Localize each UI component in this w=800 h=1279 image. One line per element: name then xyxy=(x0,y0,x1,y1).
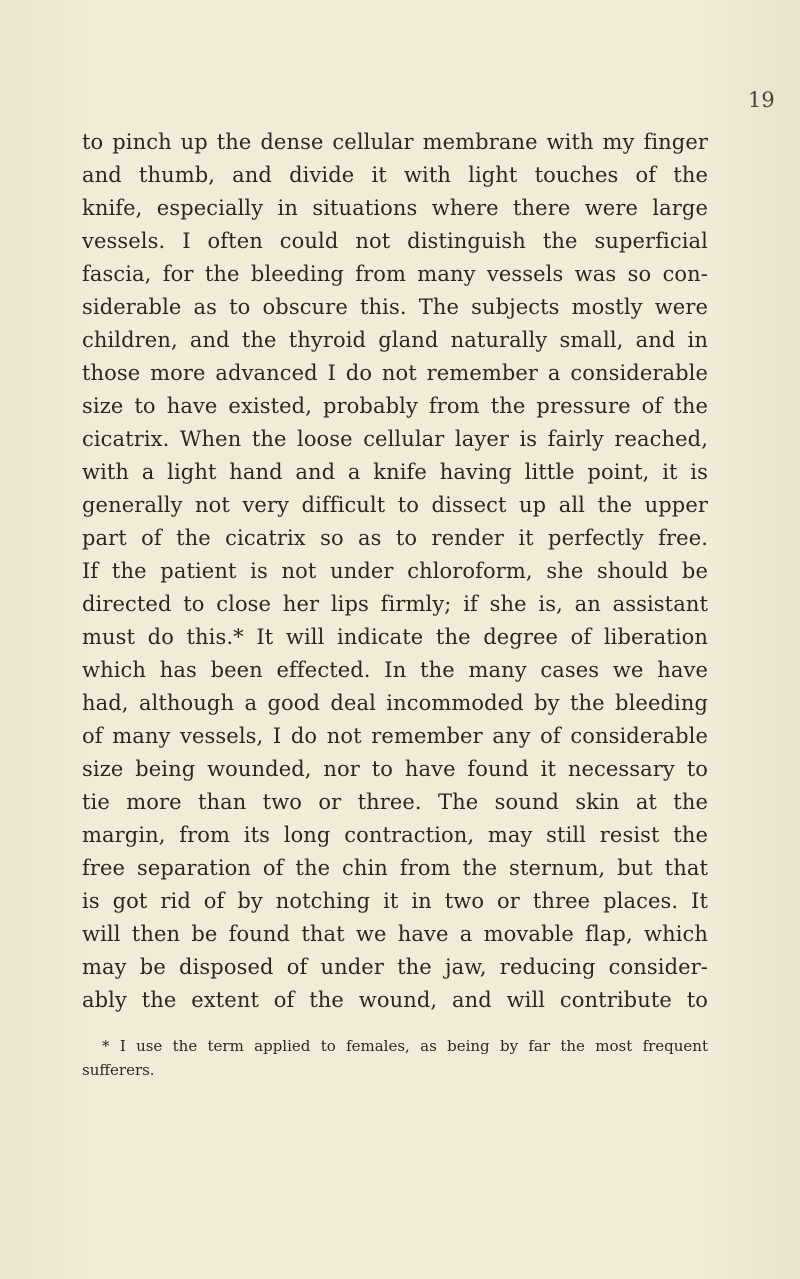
text-line: free separation of the chin from the sternum, but that xyxy=(82,856,708,880)
text-line: size to have existed, probably from the pressure of the xyxy=(82,394,708,418)
text-line: knife, especially in situations where there were large xyxy=(82,196,708,220)
text-line: ably the extent of the wound, and will contribute to xyxy=(82,988,708,1012)
text-line: which has been effected. In the many cases we have xyxy=(82,658,708,682)
footnote-line: sufferers. xyxy=(82,1061,155,1079)
text-line: generally not very difficult to dissect up all the upper xyxy=(82,493,708,517)
text-line: those more advanced I do not remember a considerable xyxy=(82,361,708,385)
text-line: tie more than two or three. The sound skin at the xyxy=(82,790,708,814)
body-text xyxy=(82,126,708,1017)
text-line: will then be found that we have a movable flap, which xyxy=(82,922,708,946)
footnote xyxy=(82,1034,708,1082)
text-line: fascia, for the bleeding from many vessels was so con- xyxy=(82,262,708,286)
text-line: may be disposed of under the jaw, reducing consider- xyxy=(82,955,708,979)
text-line: and thumb, and divide it with light touches of the xyxy=(82,163,708,187)
text-line: margin, from its long contraction, may still resist the xyxy=(82,823,708,847)
text-line: cicatrix. When the loose cellular layer is fairly reached, xyxy=(82,427,708,451)
text-line: with a light hand and a knife having little point, it is xyxy=(82,460,708,484)
text-line: size being wounded, nor to have found it necessary to xyxy=(82,757,708,781)
text-line: to pinch up the dense cellular membrane with my finger xyxy=(82,130,708,154)
text-line: of many vessels, I do not remember any of considerable xyxy=(82,724,708,748)
page-number: 19 xyxy=(748,88,775,112)
text-line: is got rid of by notching it in two or three places. It xyxy=(82,889,708,913)
text-line: must do this.* It will indicate the degree of liberation xyxy=(82,625,708,649)
text-line: part of the cicatrix so as to render it perfectly free. xyxy=(82,526,708,550)
text-line: siderable as to obscure this. The subjects mostly were xyxy=(82,295,708,319)
text-line: had, although a good deal incommoded by the bleeding xyxy=(82,691,708,715)
footnote-line: * I use the term applied to females, as being by far the most frequent xyxy=(102,1037,708,1055)
text-line: If the patient is not under chloroform, she should be xyxy=(82,559,708,583)
text-line: directed to close her lips firmly; if she is, an assistant xyxy=(82,592,708,616)
text-line: vessels. I often could not distinguish the superficial xyxy=(82,229,708,253)
text-line: children, and the thyroid gland naturally small, and in xyxy=(82,328,708,352)
